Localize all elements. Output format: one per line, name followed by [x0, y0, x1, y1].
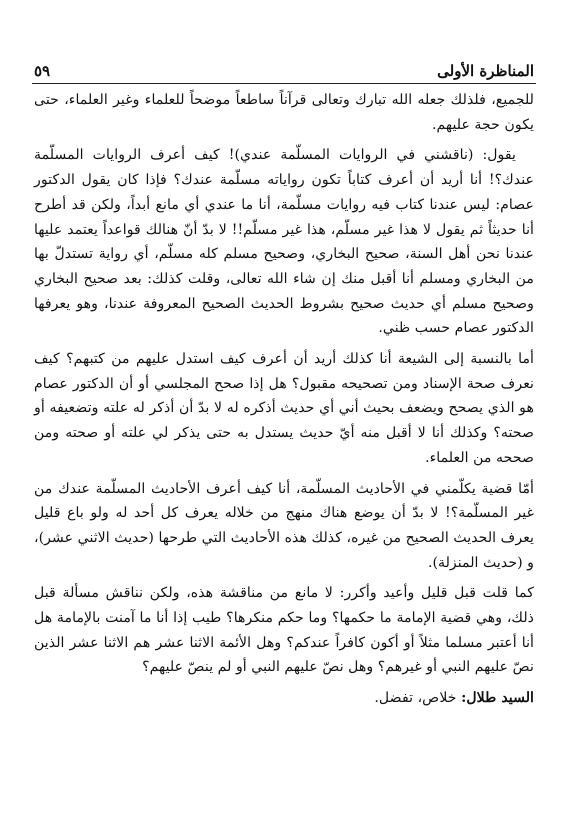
- speaker-name: السيد طلال:: [461, 690, 534, 707]
- speaker-line: [34, 686, 534, 711]
- paragraph: كما قلت قبل قليل وأعيد وأكرر: لا مانع من مناقشة هذه، ولكن نناقش مسألة قبل ذلك، وهي قضية الإمامة ما حكمها؟ وما حكم منكرها؟ طيب إذا أنا ما آمنت بالإمامة هل أنا أعتبر مسلما مثلاً أو أكون كافراً عندكم؟ وهل الأئمة الاثنا عشر هم الاثنا عشر الذين نصّ عليهم النبي أو غيرهم؟ وهل نصّ عليهم النبي أو لم ينصّ عليهم؟: [34, 585, 534, 676]
- main-text: [34, 88, 534, 717]
- paragraph: يقول: (ناقشني في الروايات المسلّمة عندي)! كيف أعرف الروايات المسلّمة عندك؟! أنا أريد أن أعرف كتاباً تكون رواياته مسلّمة عندك؟ فإذا كان يقول الدكتور عصام: ليس عندنا كتاب فيه روايات مسلّمة، أنا ما عندي أي مانع أبداً، ولكن قد أطرح أنا حديثاً ثم يقول لا هذا غير مسلّم، هذا غير مسلّم!! لا بدّ أنّ هنالك قواعداً يعتمد عليها عندنا نحن أهل السنة، صحيح البخاري، وصحيح مسلم كله مسلّم، أي رواية تستدلّ بها من البخاري ومسلم أنا أقبل منك إن شاء الله تعالى، وقلت كذلك: بعد صحيح البخاري وصحيح مسلم أي حديث صحيح بشروط الحديث الصحيح المعروفة عندنا، وهو يعرفها الدكتور عصام حسب ظني.: [34, 147, 534, 337]
- speaker-text: خلاص، تفضل.: [374, 690, 457, 707]
- paragraph: أمّا قضية يكلّمني في الأحاديث المسلّمة، أنا كيف أعرف الأحاديث المسلّمة عندك من غير المسلّمة؟! لا بدّ أن يوضع هناك منهج من خلاله يعرف كل أحد له ولو باع قليل يعرف الحديث الصحيح من غيره، كذلك هذه الأحاديث التي طرحها (حديث الاثني عشر)، و (حديث المنزلة).: [34, 480, 534, 571]
- paragraph: أما بالنسبة إلى الشيعة أنا كذلك أريد أن أعرف كيف استدل عليهم من كتبهم؟ كيف نعرف صحة الإسناد ومن تصحيحه مقبول؟ هل إذا صحح المجلسي أو أن الدكتور عصام هو الذي يصحح ويضعف بحيث أني أي حديث أذكره له لا بدّ أن أذكر له علته وتضعيفه أو صحته؟ وكذلك أنا لا أقبل منه أيّ حديث يستدل به حتى يذكر لي علته أو صحته ومن صححه من العلماء.: [34, 351, 534, 466]
- page-number: ٥٩: [34, 62, 51, 80]
- header-divider: [32, 83, 536, 84]
- chapter-title: المناظرة الأولى: [437, 62, 534, 80]
- page-header: [34, 52, 534, 80]
- paragraph: للجميع، فلذلك جعله الله تبارك وتعالى قرآناً ساطعاً موضحاً للعلماء وغير العلماء، حتى يكون حجة عليهم.: [34, 92, 534, 133]
